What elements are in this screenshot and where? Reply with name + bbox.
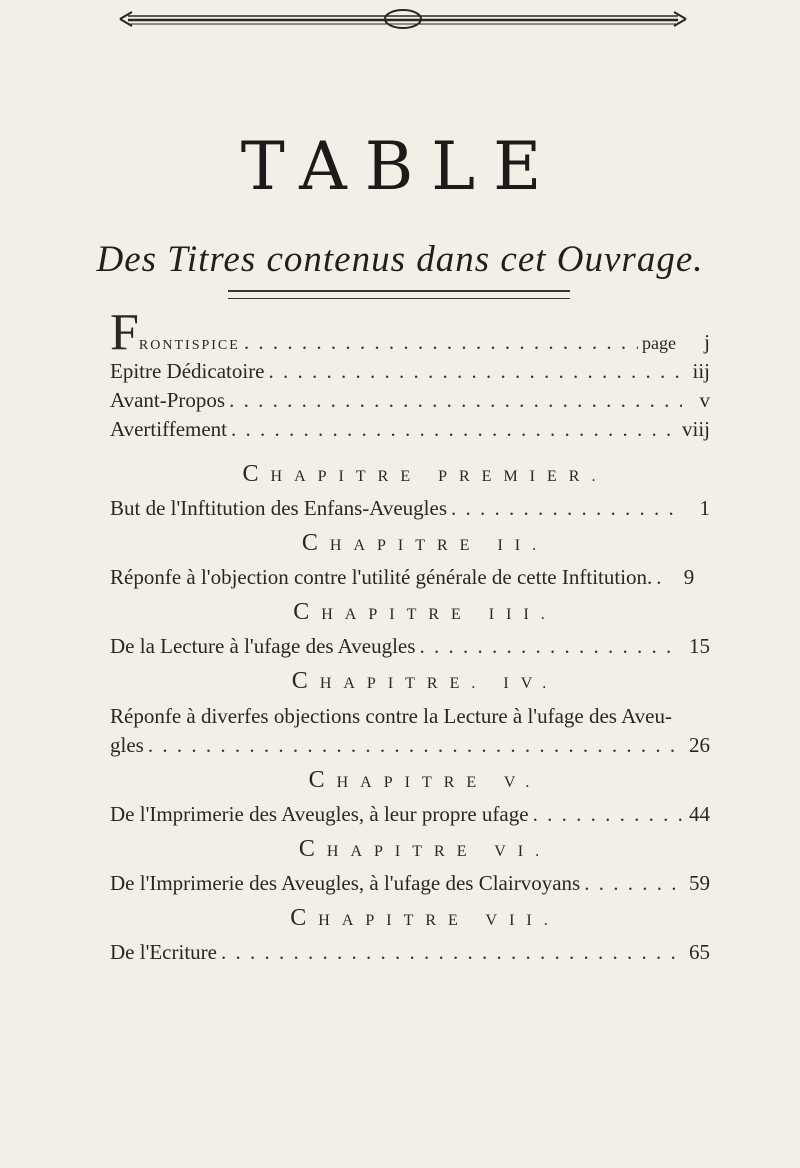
toc-page-number: 1 bbox=[699, 496, 710, 520]
toc-page-number: 9 bbox=[683, 565, 695, 589]
toc-row bbox=[110, 632, 710, 661]
dropcap: F bbox=[110, 304, 139, 361]
toc-page-number: viij bbox=[681, 417, 710, 441]
toc-page-number: 26 bbox=[689, 733, 710, 757]
leader-dots bbox=[221, 938, 682, 967]
toc-label: Réponfe à l'objection contre l'utilité générale de cette Inftitution. bbox=[110, 565, 653, 589]
leader-dots bbox=[231, 415, 678, 444]
toc-label: De l'Imprimerie des Aveugles, à leur propre ufage bbox=[110, 802, 529, 826]
toc-row bbox=[110, 563, 710, 592]
toc-label: De la Lecture à l'ufage des Aveugles bbox=[110, 634, 416, 658]
toc-page-number: 59 bbox=[689, 871, 710, 895]
page-subtitle: Des Titres contenus dans cet Ouvrage. bbox=[96, 239, 704, 280]
toc-row bbox=[110, 494, 710, 523]
toc-label-continued: gles bbox=[110, 733, 144, 757]
chapter-heading: CHAPITRE II. bbox=[301, 530, 549, 556]
toc-label: But de l'Inftitution des Enfans-Aveugles bbox=[110, 496, 447, 520]
leader-dots bbox=[584, 869, 682, 898]
toc-page-number: j bbox=[704, 330, 710, 354]
leader-dots bbox=[229, 386, 682, 415]
page-word: page bbox=[642, 333, 676, 353]
toc-page-number: 44 bbox=[689, 802, 710, 826]
toc-page-number: 15 bbox=[689, 634, 710, 658]
toc-row bbox=[110, 938, 710, 967]
chapter-heading: CHAPITRE. IV. bbox=[291, 668, 559, 694]
chapter-heading: CHAPITRE PREMIER. bbox=[242, 461, 608, 487]
table-of-contents bbox=[110, 304, 710, 967]
toc-row bbox=[110, 415, 710, 444]
chapter-heading: CHAPITRE III. bbox=[293, 599, 557, 625]
toc-page-number: v bbox=[699, 388, 710, 412]
chapter-heading: CHAPITRE V. bbox=[308, 767, 542, 793]
toc-label: De l'Ecriture bbox=[110, 940, 217, 964]
leader-dots bbox=[451, 494, 682, 523]
toc-row bbox=[110, 386, 710, 415]
toc-row bbox=[110, 357, 710, 386]
page-title: TABLE bbox=[240, 128, 560, 205]
divider bbox=[228, 290, 570, 299]
chapter-heading: CHAPITRE VII. bbox=[290, 905, 560, 931]
toc-row bbox=[110, 869, 710, 898]
toc-label: Avant-Propos bbox=[110, 388, 226, 412]
leader-dots bbox=[656, 563, 666, 592]
leader-dots bbox=[419, 632, 682, 661]
leader-dots bbox=[269, 357, 682, 386]
toc-row bbox=[110, 731, 710, 760]
toc-row-frontispice bbox=[110, 304, 710, 361]
toc-row bbox=[110, 800, 710, 829]
chapter-heading: CHAPITRE VI. bbox=[298, 836, 552, 862]
toc-page-number: iij bbox=[692, 359, 710, 383]
toc-page-number: 65 bbox=[689, 940, 710, 964]
toc-label: RONTISPICE bbox=[138, 338, 240, 353]
toc-label: De l'Imprimerie des Aveugles, à l'ufage des Clairvoyans bbox=[110, 871, 581, 895]
toc-label: Epitre Dédicatoire bbox=[110, 359, 265, 383]
toc-label: Réponfe à diverfes objections contre la Lecture à l'ufage des Aveu- bbox=[110, 704, 672, 728]
toc-label: Avertiffement bbox=[110, 417, 228, 441]
leader-dots bbox=[148, 731, 682, 760]
ornament-band bbox=[118, 8, 688, 30]
leader-dots bbox=[533, 800, 682, 829]
